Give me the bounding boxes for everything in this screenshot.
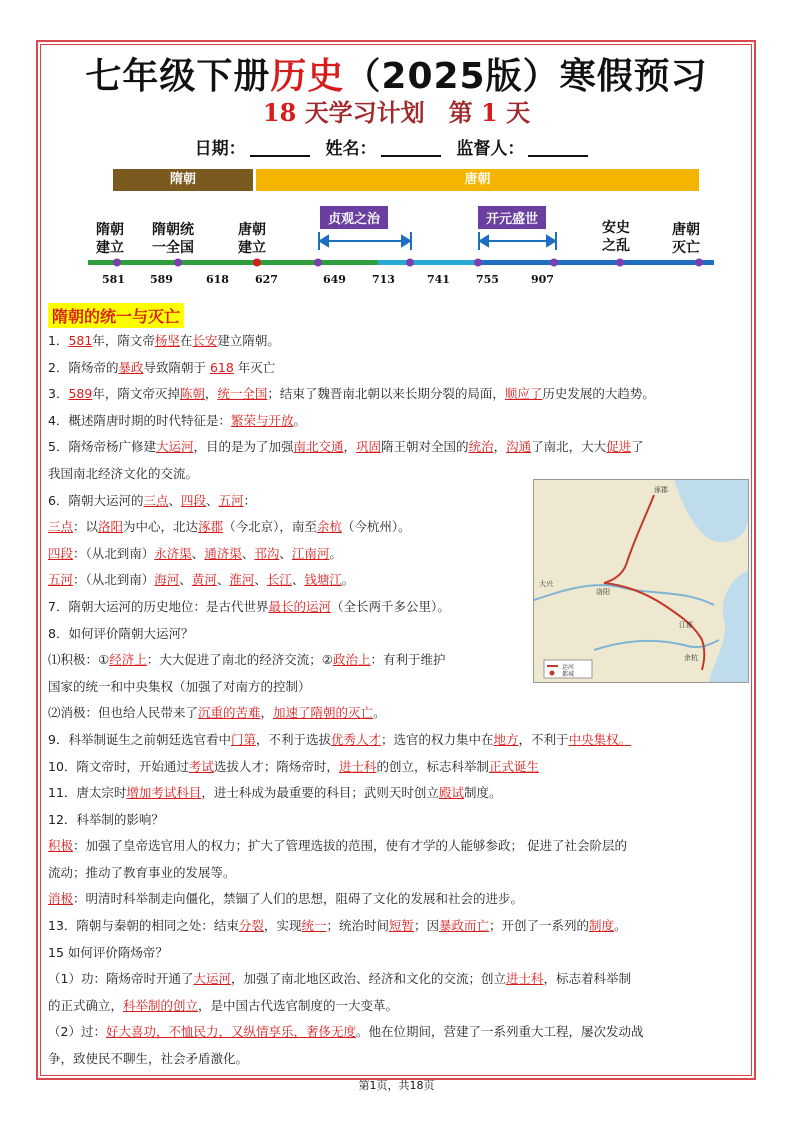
- note-line: [48, 966, 756, 993]
- note-line: [48, 434, 756, 461]
- note-text: ；因: [414, 918, 440, 934]
- name-blank[interactable]: [381, 155, 441, 157]
- note-text: ，: [343, 439, 357, 455]
- note-text: 。: [329, 545, 342, 561]
- answer-text: 淮河: [229, 572, 255, 588]
- event-tang-founded: 唐朝 建立: [238, 222, 266, 256]
- answer-text: 五河: [48, 572, 74, 588]
- answer-text: 海河: [154, 572, 180, 588]
- answer-text: 四段: [48, 545, 74, 561]
- note-text: ，标志着科举制: [543, 971, 632, 987]
- note-text: 、: [191, 545, 205, 561]
- period-zhenguan: 贞观之治: [320, 206, 388, 229]
- timeline-dot: [474, 259, 482, 267]
- year-label: 581: [102, 273, 125, 286]
- dynasty-bar-tang: 唐朝: [256, 169, 699, 191]
- timeline-segment-mid-tang: [378, 260, 478, 265]
- note-text: ，进士科成为最重要的科目；武则天时创立: [201, 785, 439, 801]
- answer-text: 考试: [188, 758, 214, 774]
- timeline-dot: [174, 259, 182, 267]
- answer-text: 巩固: [356, 439, 382, 455]
- answer-text: 涿郡: [198, 519, 224, 535]
- note-text: 、: [168, 492, 181, 508]
- note-text: ：有利于维护: [370, 652, 446, 668]
- date-blank[interactable]: [250, 155, 310, 157]
- grand-canal-map: [533, 479, 749, 683]
- note-text: ：以: [73, 519, 99, 535]
- answer-text: 暴政而亡: [439, 918, 490, 934]
- note-line: [48, 940, 756, 967]
- note-text: 争，致使民不聊生，社会矛盾激化。: [48, 1051, 249, 1067]
- note-text: 年，隋文帝: [92, 333, 155, 348]
- map-label-daxing: 大兴: [539, 580, 553, 588]
- note-text: ⑵消极：但也给人民带来了: [48, 705, 199, 721]
- answer-text: 江南河: [291, 545, 330, 561]
- note-text: 了南北，大大: [531, 439, 607, 455]
- map-legend-capital: 都城: [562, 671, 575, 678]
- study-notes: [48, 328, 756, 1073]
- note-line: [48, 488, 528, 515]
- map-label-yuhang: 余杭: [684, 654, 698, 662]
- answer-text: 邗沟: [254, 545, 280, 561]
- note-text: ：（从北到南）: [73, 545, 155, 561]
- note-line: [48, 807, 756, 834]
- answer-text: 钱塘江: [304, 572, 342, 588]
- note-text: （2）过：: [48, 1024, 106, 1040]
- note-line: [48, 993, 756, 1020]
- map-legend-canal: 运河: [562, 664, 575, 671]
- note-line: [48, 1046, 756, 1073]
- answer-text: 消极: [48, 891, 74, 907]
- note-text: 11．唐太宗时: [48, 785, 127, 801]
- note-text: 、: [291, 572, 305, 588]
- note-text: 、: [206, 492, 219, 508]
- answer-text: 政治上: [332, 652, 371, 668]
- timeline-dot: [314, 259, 322, 267]
- answer-text: 589: [68, 386, 93, 402]
- note-text: 7．隋朝大运河的历史地位：是古代世界: [48, 598, 269, 614]
- answer-text: 暴政: [118, 359, 144, 375]
- note-text: 、: [241, 545, 255, 561]
- note-text: 。: [373, 705, 386, 721]
- answer-text: 三点: [143, 492, 169, 508]
- note-text: （今北京），南至: [223, 519, 317, 535]
- answer-text: 陈朝: [179, 386, 205, 402]
- answer-text: 永济渠: [154, 545, 192, 561]
- page-footer: 第1页，共18页: [358, 1079, 435, 1092]
- answer-text: 长安: [192, 333, 218, 348]
- note-text: 为中心，北达: [123, 519, 199, 535]
- note-text: 隋王朝对全国的: [381, 439, 469, 455]
- supervisor-label: 监督人：: [456, 139, 525, 159]
- note-text: ；选官的权力集中在: [381, 731, 494, 747]
- note-text: ；结束了魏晋南北朝以来长期分裂的局面，: [267, 386, 505, 402]
- note-line: [48, 541, 528, 568]
- note-text: 9．科举制诞生之前朝廷选官看中: [48, 731, 231, 747]
- dynasty-bar-sui: 隋朝: [113, 169, 253, 191]
- note-line: [48, 408, 756, 435]
- note-text: 、: [216, 572, 230, 588]
- answer-text: 通济渠: [204, 545, 242, 561]
- event-sui-unify: 隋朝统 一全国: [152, 222, 194, 256]
- note-text: （1）功：隋炀帝时开通了: [48, 971, 194, 987]
- map-label-luoyang: 洛阳: [596, 588, 610, 596]
- note-text: 年，隋文帝灭掉: [92, 386, 180, 402]
- answer-text: 最长的运河: [268, 598, 331, 614]
- note-text: ：加强了皇帝选官用人的权力；扩大了管理选拔的范围，使有才学的人能够参政； 促进了社会阶层的: [73, 838, 627, 854]
- map-label-jiangdu: 江都: [679, 621, 693, 629]
- note-text: ，是中国古代选官制度的一大变革。: [198, 997, 399, 1013]
- answer-text: 四段: [181, 492, 207, 508]
- year-label: 589: [150, 273, 173, 286]
- note-text: 流动；推动了教育事业的发展等。: [48, 864, 236, 880]
- answer-text: 好大喜功，不恤民力，又纵情享乐，奢侈无度: [105, 1024, 356, 1040]
- event-sui-founded: 隋朝 建立: [96, 222, 124, 256]
- note-text: 年灭亡: [233, 359, 276, 375]
- answer-text: 殿试: [438, 785, 464, 801]
- answer-text: 统一: [301, 918, 327, 934]
- note-text: 。: [614, 918, 627, 934]
- note-text: 4．概述隋唐时期的时代特征是：: [48, 412, 231, 428]
- answer-text: 五河: [218, 492, 244, 508]
- note-text: 13．隋朝与秦朝的相同之处：结束: [48, 918, 239, 934]
- period-kaiyuan: 开元盛世: [478, 206, 546, 229]
- note-text: （今杭州）。: [341, 519, 411, 535]
- note-text: ：明清时科举制走向僵化，禁锢了人们的思想，阻碍了文化的发展和社会的进步。: [73, 891, 524, 907]
- note-line: [48, 833, 756, 860]
- timeline-dot: [550, 259, 558, 267]
- note-line: [48, 860, 756, 887]
- note-text: 国家的统一和中央集权（加强了对南方的控制）: [48, 678, 311, 694]
- timeline-dot: [695, 259, 703, 267]
- note-text: ，: [204, 386, 218, 402]
- period-arrow-zhenguan: [319, 232, 411, 250]
- year-label: 713: [372, 273, 395, 286]
- date-label: 日期：: [194, 139, 246, 159]
- answer-text: 进士科: [506, 971, 544, 987]
- answer-text: 顺应了: [504, 386, 543, 402]
- answer-text: 大运河: [193, 971, 231, 987]
- note-text: 12．科举制的影响？: [48, 811, 164, 827]
- supervisor-blank[interactable]: [528, 155, 588, 157]
- answer-text: 加速了隋朝的灭亡: [273, 705, 374, 721]
- answer-text: 杨坚: [154, 333, 180, 348]
- note-text: 导致隋朝于: [143, 359, 210, 375]
- answer-text: 三点: [48, 519, 74, 535]
- name-label: 姓名：: [325, 139, 377, 159]
- note-line: [48, 913, 756, 940]
- section-title: 隋朝的统一与灭亡: [48, 303, 184, 328]
- map-label-zhuojun: 涿郡: [654, 486, 668, 494]
- note-text: ，: [260, 705, 274, 721]
- note-line: [48, 355, 756, 382]
- note-text: 的正式确立，: [48, 997, 124, 1013]
- answer-text: 余杭: [316, 519, 342, 535]
- note-line: [48, 700, 756, 727]
- note-text: ，: [493, 439, 507, 455]
- answer-text: 长江: [266, 572, 292, 588]
- year-label: 618: [206, 273, 229, 286]
- note-text: 、: [179, 572, 192, 588]
- answer-text: 促进: [606, 439, 632, 455]
- answer-text: 短暂: [388, 918, 414, 934]
- note-line: [48, 886, 756, 913]
- note-line: [48, 1019, 756, 1046]
- note-text: 2．隋炀帝的: [48, 359, 119, 375]
- note-text: 5．隋炀帝杨广修建: [48, 439, 156, 455]
- timeline-dot: [406, 259, 414, 267]
- answer-text: 黄河: [191, 572, 217, 588]
- note-text: 、: [254, 572, 267, 588]
- note-text: （全长两千多公里）。: [330, 598, 450, 614]
- note-line: [48, 754, 756, 781]
- note-text: ，不利于: [518, 731, 569, 747]
- year-label: 627: [255, 273, 278, 286]
- note-text: ：大大促进了南北的经济交流；②: [146, 652, 333, 668]
- note-text: 1．: [48, 333, 69, 348]
- answer-text: 南北交通: [293, 439, 344, 455]
- answer-text: 地方: [493, 731, 519, 747]
- note-line: [48, 780, 756, 807]
- note-text: ⑴积极：①: [48, 652, 110, 668]
- note-line: [48, 514, 528, 541]
- note-text: ：（从北到南）: [73, 572, 155, 588]
- note-text: 15 如何评价隋炀帝？: [48, 944, 168, 960]
- answer-text: 科举制的创立: [123, 997, 199, 1013]
- note-text: ，加强了南北地区政治、经济和文化的交流；创立: [230, 971, 506, 987]
- note-line: [48, 328, 756, 355]
- note-text: 的创立，标志科举制: [376, 758, 489, 774]
- note-text: ；统治时间: [326, 918, 389, 934]
- period-arrow-kaiyuan: [479, 232, 556, 250]
- answer-text: 制度: [589, 918, 615, 934]
- note-text: ，不利于选拔: [255, 731, 331, 747]
- note-text: 制度。: [463, 785, 502, 801]
- timeline-dot: [616, 259, 624, 267]
- note-text: 在: [179, 333, 193, 348]
- year-label: 649: [323, 273, 346, 286]
- answer-text: 中央集权。: [568, 731, 632, 747]
- answer-text: 门第: [230, 731, 256, 747]
- note-text: ：: [243, 492, 257, 508]
- note-text: 10．隋文帝时，开始通过: [48, 758, 189, 774]
- note-text: 。: [341, 572, 355, 588]
- answer-text: 大运河: [155, 439, 194, 455]
- timeline-dot: [113, 259, 121, 267]
- note-text: ，目的是为了加强: [193, 439, 294, 455]
- page-subtitle: 18 天学习计划 第 1 天: [262, 98, 531, 127]
- note-line: [48, 621, 528, 648]
- note-text: 。: [293, 412, 306, 428]
- year-label: 907: [531, 273, 554, 286]
- answer-text: 581: [68, 333, 93, 348]
- answer-text: 正式诞生: [488, 758, 539, 774]
- note-line: [48, 567, 528, 594]
- timeline-dot: [253, 259, 261, 267]
- answer-text: 统治: [468, 439, 494, 455]
- note-text: 选拔人才；隋炀帝时，: [213, 758, 339, 774]
- year-label: 741: [427, 273, 450, 286]
- note-text: 8．如何评价隋朝大运河？: [48, 625, 194, 641]
- note-text: 3．: [48, 386, 69, 402]
- note-line: [48, 647, 528, 674]
- year-label: 755: [476, 273, 499, 286]
- answer-text: 进士科: [338, 758, 377, 774]
- note-text: 、: [279, 545, 292, 561]
- answer-text: 洛阳: [98, 519, 124, 535]
- note-line: [48, 594, 528, 621]
- answer-text: 优秀人才: [331, 731, 382, 747]
- answer-text: 增加考试科目: [126, 785, 202, 801]
- note-text: 了: [631, 439, 644, 455]
- note-line: [48, 381, 756, 408]
- note-line: [48, 727, 756, 754]
- page-title: 七年级下册历史（2025版）寒假预习: [85, 56, 708, 97]
- event-anshi-rebellion: 安史 之乱: [602, 220, 630, 254]
- note-text: ；开创了一系列的: [489, 918, 590, 934]
- answer-text: 统一全国: [217, 386, 268, 402]
- answer-text: 繁荣与开放: [230, 412, 294, 428]
- answer-text: 积极: [48, 838, 74, 854]
- answer-text: 沉重的苦难: [198, 705, 261, 721]
- note-text: 历史发展的大趋势。: [542, 386, 655, 402]
- answer-text: 沟通: [506, 439, 532, 455]
- info-line: [0, 134, 793, 159]
- answer-text: 分裂: [238, 918, 264, 934]
- note-text: 。他在位期间，营建了一系列重大工程，屡次发动战: [355, 1024, 644, 1040]
- note-text: 6．隋朝大运河的: [48, 492, 144, 508]
- event-tang-fall: 唐朝 灭亡: [672, 222, 700, 256]
- timeline-segment-late-tang: [478, 260, 714, 265]
- answer-text: 618: [209, 359, 234, 375]
- note-text: ，实现: [263, 918, 302, 934]
- note-text: 建立隋朝。: [217, 333, 280, 348]
- answer-text: 经济上: [109, 652, 147, 668]
- note-text: 我国南北经济文化的交流。: [48, 465, 199, 481]
